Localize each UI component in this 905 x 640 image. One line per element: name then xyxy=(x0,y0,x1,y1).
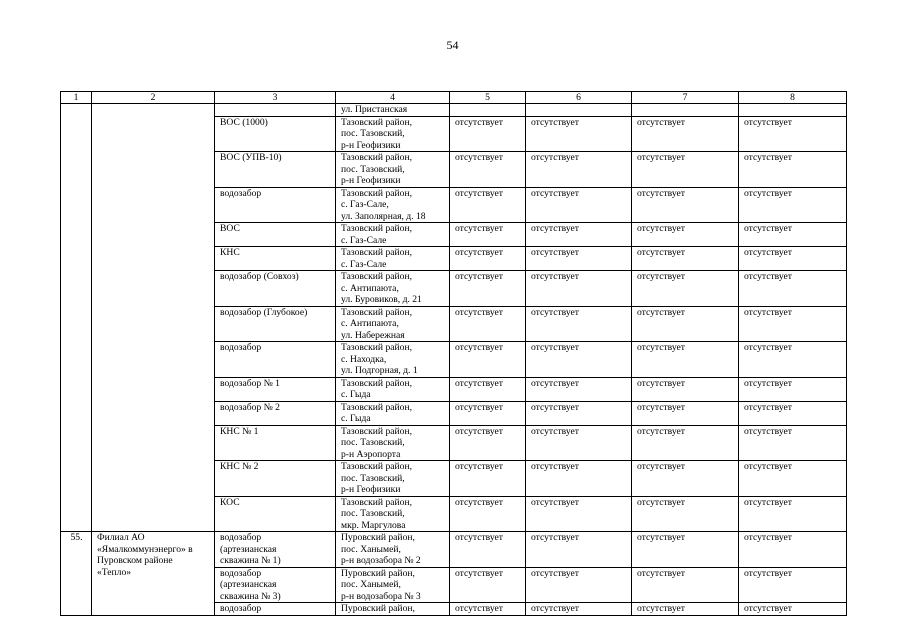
status-cell: отсутствует xyxy=(526,532,632,568)
address-cell-line: Тазовский район, xyxy=(341,401,412,413)
address-cell xyxy=(336,496,450,532)
address-cell-line: Тазовский район, xyxy=(341,247,412,258)
object-cell xyxy=(215,567,336,603)
status-cell: отсутствует xyxy=(526,603,632,616)
address-cell-line: Тазовский район, xyxy=(341,223,412,234)
address-cell-line: пос. Тазовский, xyxy=(341,437,405,448)
address-cell-line: р-н водозабора № 2 xyxy=(341,555,421,566)
object-cell xyxy=(215,247,336,271)
column-number: 3 xyxy=(215,92,336,104)
address-cell-line: с. Газ-Сале, xyxy=(341,199,389,210)
status-cell: отсутствует xyxy=(526,247,632,271)
status-cell: отсутствует xyxy=(526,116,632,152)
status-cell: отсутствует xyxy=(526,152,632,188)
organization-cell-line: «Ямалкоммунэнерго» в xyxy=(97,543,193,555)
status-cell: отсутствует xyxy=(632,603,739,616)
address-cell-line: Тазовский район, xyxy=(341,271,412,282)
status-cell: отсутствует xyxy=(450,377,526,401)
address-cell-line: Тазовский район, xyxy=(341,377,412,389)
status-cell: отсутствует xyxy=(526,425,632,461)
status-cell: отсутствует xyxy=(526,567,632,603)
address-cell-line: с. Находка, xyxy=(341,353,387,365)
status-cell: отсутствует xyxy=(450,187,526,223)
object-cell xyxy=(215,223,336,247)
address-cell-line: р-н Аэропорта xyxy=(341,448,401,460)
object-cell-line: водозабор xyxy=(220,342,262,353)
status-cell: отсутствует xyxy=(526,377,632,401)
object-cell xyxy=(215,187,336,223)
address-cell-line: с. Антипаюта, xyxy=(341,318,399,329)
address-cell-line: Пуровский район, xyxy=(341,567,415,579)
object-cell-line: водозабор № 2 xyxy=(220,401,280,413)
address-cell xyxy=(336,223,450,247)
status-cell: отсутствует xyxy=(526,306,632,342)
status-cell: отсутствует xyxy=(450,342,526,378)
table-row xyxy=(61,104,847,117)
address-cell-line: пос. Ханымей, xyxy=(341,579,401,590)
organization-cell-line: Пуровском районе xyxy=(97,555,173,566)
organization-cell xyxy=(92,532,215,616)
status-cell: отсутствует xyxy=(526,496,632,532)
status-cell: отсутствует xyxy=(632,223,739,247)
address-cell xyxy=(336,401,450,425)
object-cell xyxy=(215,401,336,425)
object-cell xyxy=(215,306,336,342)
object-cell xyxy=(215,271,336,307)
status-cell xyxy=(450,104,526,117)
status-cell: отсутствует xyxy=(450,532,526,568)
object-cell xyxy=(215,461,336,497)
address-cell xyxy=(336,152,450,188)
status-cell: отсутствует xyxy=(450,603,526,616)
object-cell-line: водозабор (Совхоз) xyxy=(220,271,299,282)
object-cell xyxy=(215,152,336,188)
table-row xyxy=(61,532,847,568)
status-cell: отсутствует xyxy=(450,247,526,271)
address-cell xyxy=(336,104,450,117)
status-cell: отсутствует xyxy=(450,567,526,603)
status-cell xyxy=(526,104,632,117)
status-cell: отсутствует xyxy=(526,271,632,307)
column-number: 5 xyxy=(450,92,526,104)
address-cell-line: пос. Тазовский, xyxy=(341,163,405,175)
status-cell: отсутствует xyxy=(632,496,739,532)
status-cell: отсутствует xyxy=(632,271,739,307)
address-cell-line: Тазовский район, xyxy=(341,496,412,508)
status-cell: отсутствует xyxy=(739,567,847,603)
column-number: 7 xyxy=(632,92,739,104)
column-number-header xyxy=(61,92,847,104)
status-cell: отсутствует xyxy=(450,496,526,532)
address-cell xyxy=(336,116,450,152)
object-cell xyxy=(215,532,336,568)
object-cell xyxy=(215,342,336,378)
address-cell-line: ул. Заполярная, д. 18 xyxy=(341,210,426,222)
status-cell: отсутствует xyxy=(450,152,526,188)
page-number: 54 xyxy=(446,38,459,52)
status-cell: отсутствует xyxy=(450,116,526,152)
object-cell-line: скважина № 1) xyxy=(220,555,281,566)
status-cell: отсутствует xyxy=(632,187,739,223)
status-cell: отсутствует xyxy=(632,532,739,568)
object-cell-line: скважина № 3) xyxy=(220,590,281,602)
status-cell: отсутствует xyxy=(739,306,847,342)
status-cell: отсутствует xyxy=(739,116,847,152)
address-cell xyxy=(336,306,450,342)
status-cell: отсутствует xyxy=(739,532,847,568)
address-cell-line: Тазовский район, xyxy=(341,342,412,353)
status-cell: отсутствует xyxy=(739,152,847,188)
address-cell-line: р-н Геофизики xyxy=(341,484,401,495)
column-number: 4 xyxy=(336,92,450,104)
object-cell xyxy=(215,603,336,616)
status-cell: отсутствует xyxy=(739,401,847,425)
address-cell-line: р-н Геофизики xyxy=(341,139,401,151)
object-cell-line: водозабор xyxy=(220,603,262,614)
address-cell-line: Тазовский район, xyxy=(341,461,412,472)
status-cell: отсутствует xyxy=(632,152,739,188)
status-cell: отсутствует xyxy=(739,425,847,461)
column-number: 8 xyxy=(739,92,847,104)
column-number: 2 xyxy=(92,92,215,104)
status-cell: отсутствует xyxy=(632,461,739,497)
object-cell-line: водозабор xyxy=(220,187,262,199)
object-cell-line: водозабор xyxy=(220,532,262,543)
status-cell xyxy=(632,104,739,117)
address-cell-line: пос. Ханымей, xyxy=(341,543,401,555)
status-cell: отсутствует xyxy=(632,116,739,152)
address-cell-line: р-н водозабора № 3 xyxy=(341,590,421,602)
address-cell xyxy=(336,187,450,223)
address-cell xyxy=(336,567,450,603)
address-cell-line: Тазовский район, xyxy=(341,152,412,163)
status-cell: отсутствует xyxy=(739,187,847,223)
status-cell: отсутствует xyxy=(739,603,847,616)
address-cell-line: с. Антипаюта, xyxy=(341,282,399,294)
status-cell: отсутствует xyxy=(739,461,847,497)
status-cell: отсутствует xyxy=(739,271,847,307)
address-cell-line: Тазовский район, xyxy=(341,187,412,199)
address-cell-line: с. Газ-Сале xyxy=(341,258,387,270)
object-cell-line: водозабор № 1 xyxy=(220,377,280,389)
column-number: 1 xyxy=(61,92,92,104)
object-cell-line: ВОС (1000) xyxy=(220,116,268,128)
status-cell: отсутствует xyxy=(526,187,632,223)
address-cell xyxy=(336,342,450,378)
status-cell: отсутствует xyxy=(739,377,847,401)
status-cell: отсутствует xyxy=(450,461,526,497)
address-cell-line: пос. Тазовский, xyxy=(341,128,405,139)
status-cell: отсутствует xyxy=(526,342,632,378)
object-cell-line: ВОС (УПВ-10) xyxy=(220,152,282,163)
status-cell: отсутствует xyxy=(632,306,739,342)
address-cell-line: пос. Тазовский, xyxy=(341,472,405,484)
status-cell: отсутствует xyxy=(739,342,847,378)
object-cell xyxy=(215,104,336,117)
status-cell: отсутствует xyxy=(526,401,632,425)
address-cell-line: р-н Геофизики xyxy=(341,175,401,186)
status-cell: отсутствует xyxy=(632,247,739,271)
address-cell-line: ул. Набережная xyxy=(341,329,405,341)
address-cell-line: мкр. Маргулова xyxy=(341,519,406,531)
status-cell: отсутствует xyxy=(450,271,526,307)
address-cell-line: пос. Тазовский, xyxy=(341,508,405,519)
status-cell: отсутствует xyxy=(632,425,739,461)
address-cell xyxy=(336,247,450,271)
address-cell-line: Тазовский район, xyxy=(341,116,412,128)
status-cell: отсутствует xyxy=(450,401,526,425)
table-body xyxy=(61,92,847,616)
address-cell xyxy=(336,377,450,401)
object-cell-line: ВОС xyxy=(220,223,240,234)
address-cell-line: ул. Пристанская xyxy=(341,104,408,115)
object-cell-line: (артезианская xyxy=(220,579,277,590)
address-cell-line: Тазовский район, xyxy=(341,425,412,437)
address-cell xyxy=(336,425,450,461)
address-cell-line: ул. Подгорная, д. 1 xyxy=(341,365,418,376)
address-cell xyxy=(336,603,450,616)
status-cell: отсутствует xyxy=(450,223,526,247)
address-cell-line: Тазовский район, xyxy=(341,306,412,318)
address-cell-line: с. Гыда xyxy=(341,389,371,400)
object-cell xyxy=(215,377,336,401)
object-cell-line: водозабор (Глубокое) xyxy=(220,306,308,318)
status-cell xyxy=(739,104,847,117)
row-number-cell xyxy=(61,104,92,532)
object-cell-line: (артезианская xyxy=(220,543,277,555)
address-cell xyxy=(336,271,450,307)
object-cell-line: водозабор xyxy=(220,567,262,579)
status-cell: отсутствует xyxy=(450,425,526,461)
object-cell-line: КНС xyxy=(220,247,240,258)
status-cell: отсутствует xyxy=(739,496,847,532)
address-cell xyxy=(336,532,450,568)
address-cell-line: с. Гыда xyxy=(341,413,371,424)
status-cell: отсутствует xyxy=(450,306,526,342)
address-cell-line: Пуровский район, xyxy=(341,532,415,543)
status-cell: отсутствует xyxy=(739,247,847,271)
address-cell-line: Пуровский район, xyxy=(341,603,415,614)
status-cell: отсутствует xyxy=(632,401,739,425)
address-cell-line: с. Газ-Сале xyxy=(341,234,387,246)
object-cell-line: КНС № 1 xyxy=(220,425,259,437)
address-cell-line: ул. Буровиков, д. 21 xyxy=(341,294,422,305)
status-cell: отсутствует xyxy=(632,342,739,378)
object-cell-line: КНС № 2 xyxy=(220,461,259,472)
object-cell xyxy=(215,496,336,532)
organization-cell-line: Филиал АО xyxy=(97,532,145,543)
registry-table xyxy=(60,91,847,616)
status-cell: отсутствует xyxy=(632,377,739,401)
object-cell xyxy=(215,116,336,152)
row-number-cell: 55. xyxy=(61,532,92,616)
column-number: 6 xyxy=(526,92,632,104)
status-cell: отсутствует xyxy=(526,223,632,247)
status-cell: отсутствует xyxy=(526,461,632,497)
status-cell: отсутствует xyxy=(632,567,739,603)
organization-cell xyxy=(92,104,215,532)
status-cell: отсутствует xyxy=(739,223,847,247)
organization-cell-line: «Тепло» xyxy=(97,566,132,578)
object-cell-line: КОС xyxy=(220,496,240,508)
object-cell xyxy=(215,425,336,461)
address-cell xyxy=(336,461,450,497)
